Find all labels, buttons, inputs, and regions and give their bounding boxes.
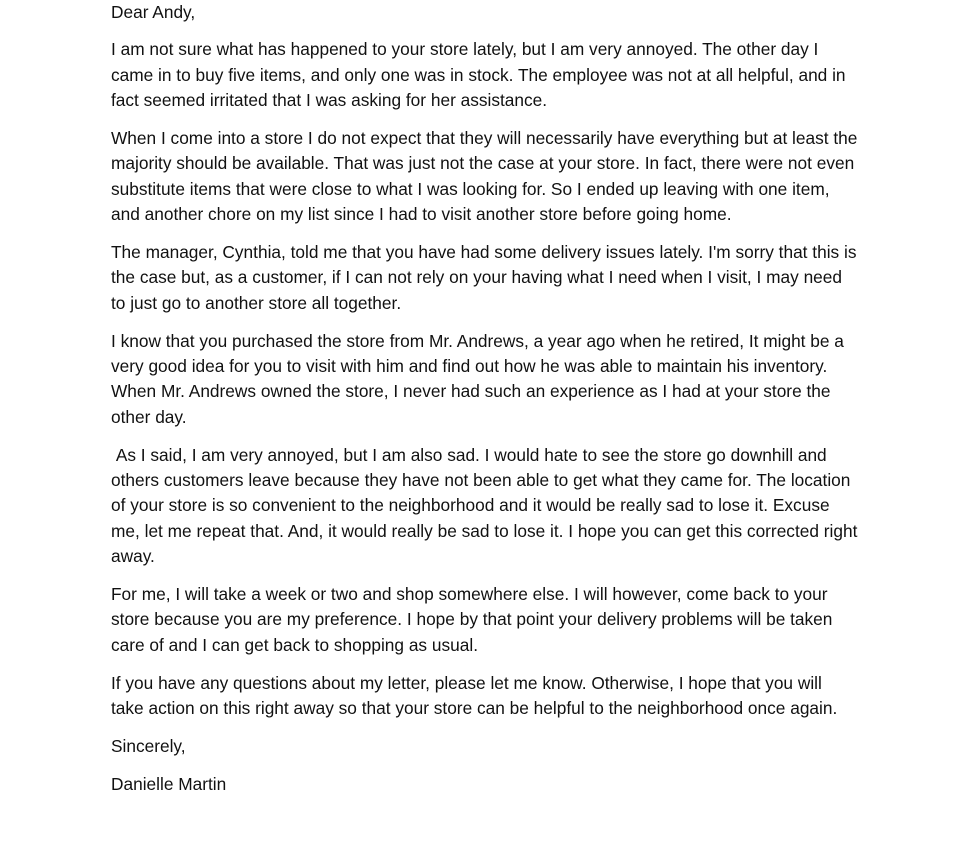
letter-paragraph-4: I know that you purchased the store from Mr. Andrews, a year ago when he retired, It might be a very good idea for you to visit with him and find out how he was able to maintain his inventory. When Mr. Andrews owned the store, I never had such an experience as I had at your store the other day. xyxy=(111,330,844,427)
letter-paragraph-6: For me, I will take a week or two and shop somewhere else. I will however, come back to your store because you are my preference. I hope by that point your delivery problems will be taken care of and I can get back to shopping as usual. xyxy=(111,584,833,655)
letter-paragraph-2: When I come into a store I do not expect that they will necessarily have everything but at least the majority should be available. That was just not the case at your store. In fact, there were not even substitute items that were close to what I was looking for. So I ended up leaving with one item, and another chore on my list since I had to visit another store before going home. xyxy=(111,128,858,225)
letter-paragraph-1: I am not sure what has happened to your store lately, but I am very annoyed. The other day I came in to buy five items, and only one was in stock. The employee was not at all helpful, and in fact seemed irritated that I was asking for her assistance. xyxy=(111,39,846,111)
letter-paragraph-3: The manager, Cynthia, told me that you have had some delivery issues lately. I'm sorry that this is the case but, as a customer, if I can not rely on your having what I need when I visit, I may need to just go to another store all together. xyxy=(111,242,857,313)
letter-paragraph-7: If you have any questions about my letter, please let me know. Otherwise, I hope that you will take action on this right away so that your store can be helpful to the neighborhood once again. xyxy=(111,672,838,719)
letter-body xyxy=(111,0,863,810)
letter-closing: Sincerely, xyxy=(111,736,186,757)
letter-paragraph-5: As I said, I am very annoyed, but I am also sad. I would hate to see the store go downhill and others customers leave because they have not been able to get what they came for. The location of your store is so convenient to the neighborhood and it would be really sad to lose it. Excuse me, let me repeat that. And, it would really be sad to lose it. I hope you can get this corrected right away. xyxy=(111,444,863,567)
letter-signature: Danielle Martin xyxy=(111,774,227,795)
letter-salutation: Dear Andy, xyxy=(111,2,196,22)
